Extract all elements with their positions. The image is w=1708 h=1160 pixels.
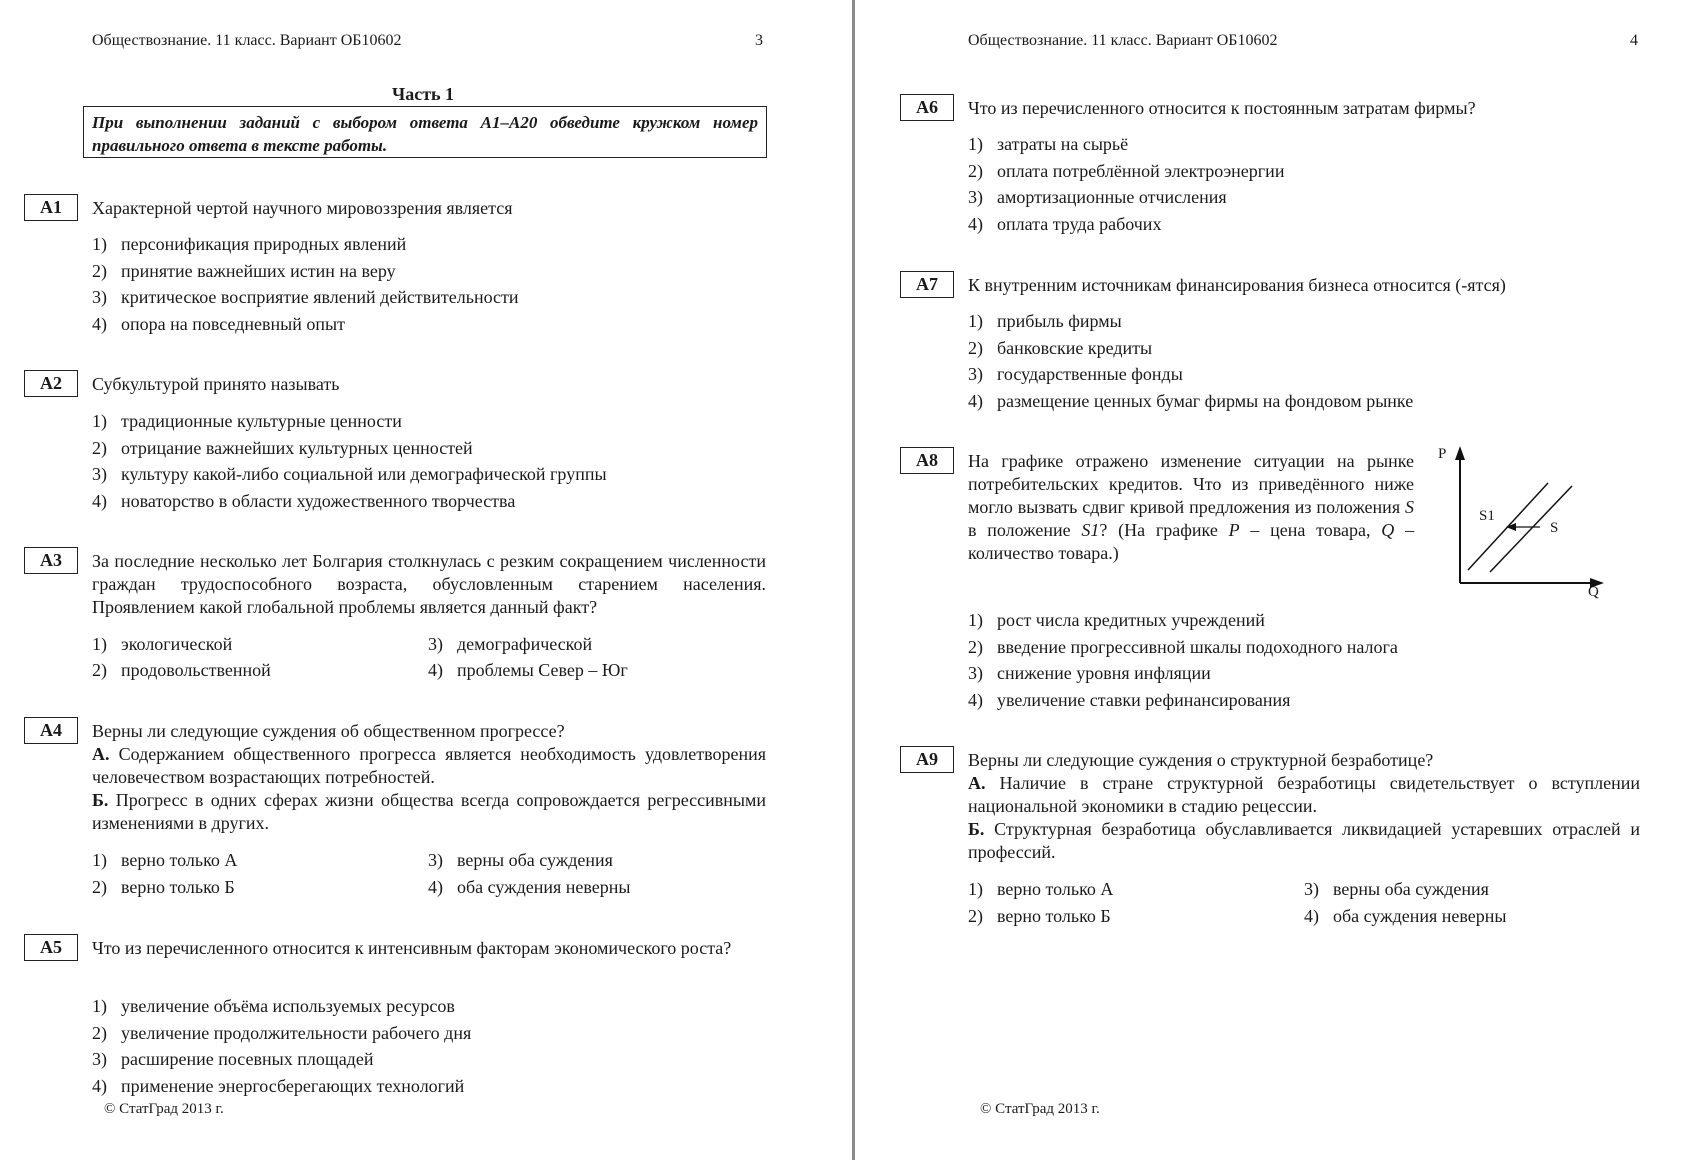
option-number: 4): [428, 877, 443, 897]
axis-label-p: P: [1438, 446, 1447, 462]
option-text: амортизационные отчисления: [997, 187, 1227, 207]
question-label-a2: А2: [24, 370, 78, 397]
option-text: верны оба суждения: [457, 850, 613, 870]
question-label-a5: А5: [24, 934, 78, 961]
option-number: 4): [92, 490, 107, 511]
option-number: 1): [92, 850, 107, 870]
option-text: верно только А: [121, 850, 238, 870]
answer-option[interactable]: [968, 335, 1413, 362]
question-text-a8: [968, 450, 1414, 565]
graph-svg: [1428, 446, 1608, 606]
question-text-part: в положение: [968, 520, 1071, 540]
option-number: 4): [428, 660, 443, 680]
curve-label-s1: S1: [1479, 508, 1495, 524]
option-number: 2): [968, 636, 983, 657]
question-text-a2: Субкультурой принято называть: [92, 374, 340, 394]
question-label-a3: А3: [24, 547, 78, 574]
option-number: 1): [92, 234, 107, 254]
answer-options-a6: [968, 131, 1284, 237]
question-prompt: Верны ли следующие суждения об общественном прогрессе?: [92, 721, 565, 741]
page-header: Обществознание. 11 класс. Вариант ОБ10602: [968, 32, 1278, 49]
statement-a-text: Наличие в стране структурной безработицы свидетельствует о вступлении национальной экономики в стадию рецессии.: [968, 773, 1640, 816]
var-q: Q: [1381, 520, 1395, 540]
option-number: 4): [968, 213, 983, 234]
option-text: продовольственной: [121, 660, 271, 680]
question-label-a8: А8: [900, 447, 954, 474]
copyright-footer: © СтатГрад 2013 г.: [980, 1101, 1100, 1117]
answer-option[interactable]: [968, 211, 1284, 238]
option-number: 2): [968, 160, 983, 181]
option-text: рост числа кредитных учреждений: [997, 610, 1265, 630]
option-text: государственные фонды: [997, 364, 1183, 384]
option-number: 1): [92, 411, 107, 431]
option-number: 2): [968, 906, 983, 926]
question-text-a5: Что из перечисленного относится к интенсивным факторам экономического роста?: [92, 938, 732, 958]
page-header: Обществознание. 11 класс. Вариант ОБ10602: [92, 32, 402, 49]
option-text: увеличение ставки рефинансирования: [997, 689, 1291, 710]
option-number: 3): [968, 663, 983, 683]
option-number: 3): [1304, 879, 1319, 899]
question-text-a9: [968, 749, 1640, 864]
option-text: проблемы Север – Юг: [457, 660, 628, 680]
statement-a-label: А.: [968, 773, 986, 793]
option-number: 3): [428, 850, 443, 870]
statement-b-text: Структурная безработица обуславливается ликвидацией устаревших отраслей и профессий.: [968, 819, 1640, 862]
option-number: 3): [968, 187, 983, 207]
option-text: снижение уровня инфляции: [997, 663, 1211, 683]
option-number: 2): [92, 260, 107, 281]
curve-label-s: S: [1550, 520, 1559, 536]
option-number: 1): [92, 634, 107, 654]
option-text: персонификация природных явлений: [121, 234, 407, 254]
option-text: банковские кредиты: [997, 337, 1153, 358]
option-number: 4): [92, 1075, 107, 1096]
question-text-part: На графике отражено изменение ситуации на рынке потребительских кредитов. Что из приведённого ниже могло вызвать сдвиг кривой предложения из положения: [968, 451, 1414, 517]
option-text: верно только Б: [997, 906, 1111, 926]
option-number: 2): [92, 1022, 107, 1043]
answer-option[interactable]: [968, 660, 1398, 687]
option-number: 1): [968, 879, 983, 899]
option-number: 2): [92, 660, 107, 680]
option-number: 2): [968, 337, 983, 358]
statement-b-text: Прогресс в одних сферах жизни общества всегда сопровождается регрессивными изменениями в других.: [92, 790, 767, 833]
question-prompt: Верны ли следующие суждения о структурной безработице?: [968, 750, 1434, 770]
answer-option[interactable]: [968, 634, 1398, 661]
page-number: 4: [1630, 32, 1638, 49]
statement-b-label: Б.: [968, 819, 985, 839]
option-text: увеличение объёма используемых ресурсов: [121, 996, 455, 1016]
option-text: верно только Б: [121, 877, 235, 897]
option-text: оплата труда рабочих: [997, 213, 1162, 234]
option-number: 1): [968, 610, 983, 630]
answer-option[interactable]: [968, 184, 1284, 211]
var-s: S: [1405, 497, 1415, 517]
option-text: верно только А: [997, 879, 1114, 899]
question-text-part: – количество товара.): [968, 520, 1415, 563]
option-number: 3): [92, 464, 107, 484]
option-text: принятие важнейших истин на веру: [121, 260, 396, 281]
answer-option[interactable]: [1304, 876, 1489, 903]
answer-option[interactable]: [1304, 903, 1507, 930]
supply-curve-s: [1490, 486, 1572, 572]
option-text: отрицание важнейших культурных ценностей: [121, 437, 473, 458]
option-text: размещение ценных бумаг фирмы на фондовом рынке: [997, 390, 1414, 411]
option-number: 2): [92, 877, 107, 897]
option-text: критическое восприятие явлений действительности: [121, 287, 519, 307]
answer-options-a9: [968, 876, 1648, 930]
option-number: 3): [92, 287, 107, 307]
answer-option[interactable]: [968, 607, 1398, 634]
question-label-a4: А4: [24, 717, 78, 744]
question-text-a3: За последние несколько лет Болгария столкнулась с резким сокращением численности граждан трудоспособного возраста, обусловленным старением населения. Проявлением какой глобальной проблемы является данный факт?: [92, 551, 766, 617]
option-number: 3): [428, 634, 443, 654]
axis-label-q: Q: [1588, 584, 1599, 600]
option-number: 1): [92, 996, 107, 1016]
option-text: верны оба суждения: [1333, 879, 1489, 899]
statement-b: [968, 818, 1640, 864]
instruction-box: При выполнении заданий с выбором ответа А1–А20 обведите кружком номер правильного ответа в тексте работы.: [83, 106, 767, 158]
question-label-a9: А9: [900, 746, 954, 773]
option-text: применение энергосберегающих технологий: [121, 1075, 465, 1096]
answer-option[interactable]: [968, 131, 1284, 158]
option-number: 3): [92, 1049, 107, 1069]
var-s1: S1: [1081, 520, 1100, 540]
answer-option[interactable]: [968, 158, 1284, 185]
option-text: культуру какой-либо социальной или демографической группы: [121, 464, 607, 484]
page-number: 3: [755, 32, 763, 49]
option-number: 4): [92, 313, 107, 334]
answer-option[interactable]: [968, 308, 1413, 335]
option-text: оба суждения неверны: [1333, 906, 1507, 926]
option-text: прибыль фирмы: [997, 311, 1122, 331]
answer-option[interactable]: [968, 903, 1111, 930]
option-text: оба суждения неверны: [457, 877, 631, 897]
statement-a-text: Содержанием общественного прогресса является необходимость удовлетворения человечеством возрастающих потребностей.: [92, 744, 767, 787]
supply-shift-graph: [1428, 446, 1608, 606]
var-p: P: [1228, 520, 1240, 540]
option-text: опора на повседневный опыт: [121, 313, 345, 334]
option-text: расширение посевных площадей: [121, 1049, 374, 1069]
option-text: затраты на сырьё: [997, 134, 1129, 154]
option-text: традиционные культурные ценности: [121, 411, 402, 431]
question-label-a6: А6: [900, 94, 954, 121]
option-number: 1): [968, 311, 983, 331]
statement-b-label: Б.: [92, 790, 109, 810]
option-number: 3): [968, 364, 983, 384]
option-text: новаторство в области художественного творчества: [121, 490, 516, 511]
copyright-footer: © СтатГрад 2013 г.: [104, 1101, 224, 1117]
answer-options-a8: [968, 607, 1398, 713]
option-number: 1): [968, 134, 983, 154]
answer-option[interactable]: [968, 876, 1113, 903]
option-number: 4): [1304, 906, 1319, 926]
answer-option[interactable]: [968, 388, 1413, 415]
answer-options-a7: [968, 308, 1413, 414]
option-text: демографической: [457, 634, 593, 654]
statement-a: [968, 772, 1640, 818]
part-title: Часть 1: [392, 84, 455, 104]
option-number: 2): [92, 437, 107, 458]
statement-a-label: А.: [92, 744, 110, 764]
question-text-a7: К внутренним источникам финансирования бизнеса относится (-ятся): [968, 275, 1506, 295]
answer-option[interactable]: [968, 687, 1398, 714]
question-label-a1: А1: [24, 194, 78, 221]
question-text-part: – цена товара,: [1250, 520, 1371, 540]
question-text-a1: Характерной чертой научного мировоззрения является: [92, 198, 513, 218]
p-axis-arrow: [1455, 446, 1465, 460]
option-text: экологической: [121, 634, 233, 654]
question-label-a7: А7: [900, 271, 954, 298]
answer-option[interactable]: [968, 361, 1413, 388]
option-number: 4): [968, 390, 983, 411]
option-text: оплата потреблённой электроэнергии: [997, 160, 1285, 181]
question-text-a6: Что из перечисленного относится к постоянным затратам фирмы?: [968, 98, 1476, 118]
option-text: увеличение продолжительности рабочего дня: [121, 1022, 472, 1043]
option-number: 4): [968, 689, 983, 710]
option-text: введение прогрессивной шкалы подоходного налога: [997, 636, 1398, 657]
question-text-part: ? (На графике: [1099, 520, 1218, 540]
